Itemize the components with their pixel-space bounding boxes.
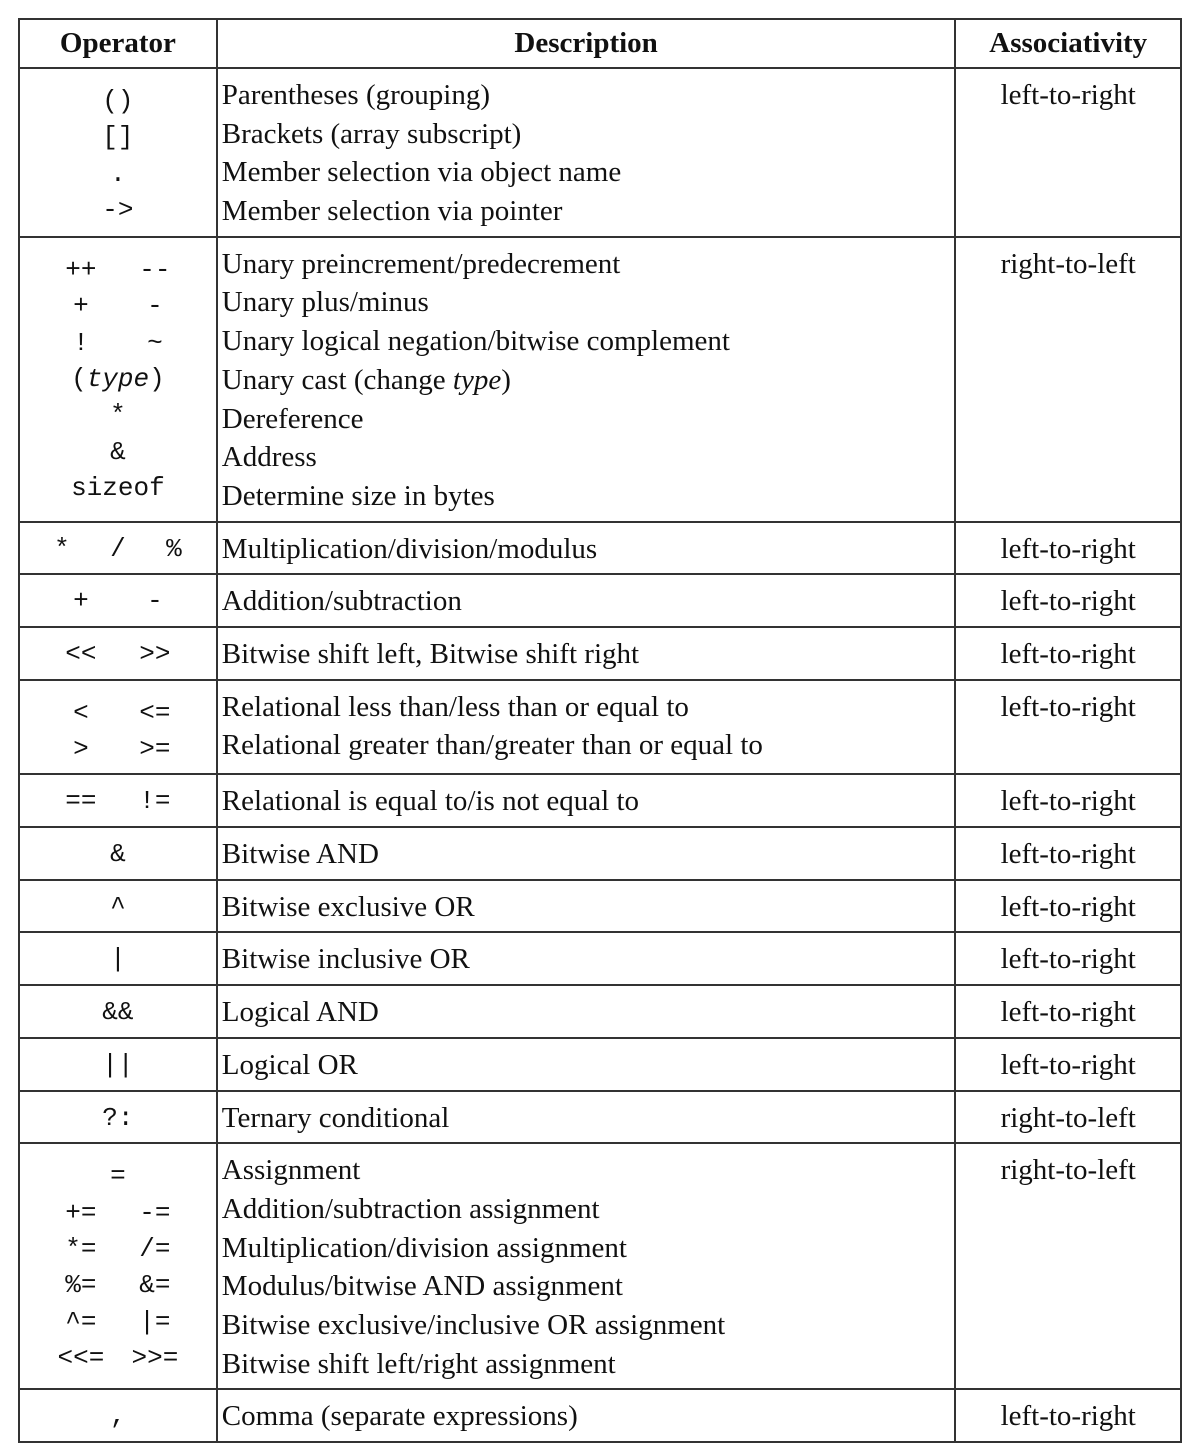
operator-cell [19, 574, 217, 627]
header-description: Description [217, 19, 956, 68]
operator-symbol: , [110, 1401, 126, 1432]
associativity-value: left-to-right [1000, 785, 1136, 818]
associativity-value: left-to-right [1000, 690, 1136, 723]
operator-group [94, 397, 142, 433]
operator-precedence-table [18, 18, 1182, 1443]
operator-cell [19, 68, 217, 237]
operator-symbol: && [102, 997, 134, 1028]
operator-group [44, 635, 192, 674]
operator-group [44, 325, 192, 361]
associativity-cell [955, 827, 1181, 880]
description-cell [217, 574, 956, 627]
header-operator: Operator [19, 19, 217, 68]
operator-group [94, 1046, 142, 1085]
description-line: Multiplication/division assignment [221, 1231, 627, 1264]
header-associativity: Associativity [955, 19, 1181, 68]
operator-line [20, 1231, 216, 1267]
operator-group [44, 582, 192, 621]
table-row [19, 1091, 1181, 1144]
description-cell [217, 68, 956, 237]
operator-line [20, 1195, 216, 1231]
associativity-cell [955, 627, 1181, 680]
operator-group [44, 1231, 192, 1267]
associativity-cell [955, 1389, 1181, 1442]
operator-symbol: || [102, 1049, 134, 1080]
operator-cell [19, 827, 217, 880]
operator-line [20, 119, 216, 155]
operator-line [20, 470, 216, 506]
operator-cell [19, 237, 217, 522]
operator-line [20, 1046, 216, 1085]
associativity-value: left-to-right [1000, 838, 1136, 871]
description-line: Multiplication/division/modulus [221, 532, 598, 565]
table-row [19, 627, 1181, 680]
operator-symbol: + [73, 291, 89, 322]
operator-line [20, 252, 216, 288]
table-row [19, 880, 1181, 933]
description-line: Assignment [221, 1154, 361, 1187]
description-line: Relational greater than/greater than or equal to [221, 729, 763, 762]
operator-line [20, 1267, 216, 1303]
operator-symbol: ~ [147, 327, 163, 358]
operator-cell [19, 1091, 217, 1144]
associativity-cell [955, 237, 1181, 522]
associativity-value: left-to-right [1000, 996, 1136, 1029]
associativity-value: left-to-right [1000, 79, 1136, 111]
operator-symbol: >> [139, 638, 171, 669]
description-cell [217, 1091, 956, 1144]
description-line: Logical AND [221, 996, 379, 1029]
description-line: Comma (separate expressions) [221, 1400, 578, 1433]
operator-group [44, 288, 192, 324]
operator-group [94, 1099, 142, 1138]
operator-symbol: = [110, 1161, 126, 1192]
operator-symbol: &= [139, 1270, 171, 1301]
operator-symbol: < [73, 697, 89, 728]
description-cell [217, 1038, 956, 1091]
description-line: Modulus/bitwise AND assignment [221, 1270, 623, 1303]
operator-group [94, 993, 142, 1032]
operator-symbol: == [65, 786, 97, 817]
operator-line [20, 940, 216, 979]
operator-cell [19, 880, 217, 933]
table-row [19, 1038, 1181, 1091]
associativity-value: right-to-left [1000, 1154, 1136, 1187]
description-line: Bitwise shift left/right assignment [221, 1347, 616, 1380]
operator-group [94, 835, 142, 874]
operator-symbol: & [110, 839, 126, 870]
description-line: Brackets (array subscript) [221, 117, 522, 150]
operator-line [20, 835, 216, 874]
operator-symbol: / [110, 533, 126, 564]
operator-line [20, 635, 216, 674]
operator-group [94, 1158, 142, 1194]
operator-symbol: () [102, 86, 134, 116]
description-cell [217, 827, 956, 880]
description-cell [217, 237, 956, 522]
operator-symbol: % [166, 533, 182, 564]
description-line: Unary cast (change type) [221, 363, 511, 396]
description-line: Unary preincrement/predecrement [221, 247, 621, 280]
description-line: Addition/subtraction [221, 585, 462, 618]
operator-symbol: - [147, 586, 163, 617]
description-line: Address [221, 441, 317, 474]
operator-symbol: -= [139, 1197, 171, 1228]
operator-cell [19, 522, 217, 575]
associativity-cell [955, 1143, 1181, 1389]
associativity-value: left-to-right [1000, 890, 1136, 923]
operator-symbol: (type) [71, 363, 165, 394]
operator-line [20, 530, 216, 569]
operator-line [20, 156, 216, 192]
operator-symbol: | [110, 944, 126, 975]
operator-group [94, 888, 142, 927]
operator-symbol: ^ [110, 891, 126, 922]
description-line: Bitwise exclusive OR [221, 890, 475, 923]
associativity-cell [955, 985, 1181, 1038]
description-line: Dereference [221, 402, 364, 435]
operator-cell [19, 627, 217, 680]
operator-line [20, 993, 216, 1032]
operator-group [44, 1304, 192, 1340]
associativity-cell [955, 774, 1181, 827]
description-cell [217, 522, 956, 575]
operator-group [44, 1267, 192, 1303]
operator-symbol: - [147, 291, 163, 322]
description-line: Addition/subtraction assignment [221, 1192, 600, 1225]
header-row [19, 19, 1181, 68]
associativity-value: left-to-right [1000, 532, 1136, 565]
operator-cell [19, 1038, 217, 1091]
description-cell [217, 774, 956, 827]
operator-line [20, 782, 216, 821]
table-row [19, 68, 1181, 237]
associativity-value: left-to-right [1000, 1048, 1136, 1081]
table-row [19, 1143, 1181, 1389]
associativity-value: left-to-right [1000, 943, 1136, 976]
associativity-value: right-to-left [1000, 1101, 1136, 1134]
operator-symbol: > [73, 734, 89, 765]
description-cell [217, 680, 956, 775]
description-line: Unary logical negation/bitwise complement [221, 325, 730, 358]
description-line: Bitwise exclusive/inclusive OR assignment [221, 1308, 726, 1341]
operator-line [20, 397, 216, 433]
operator-symbol: & [110, 436, 126, 467]
description-line: Unary plus/minus [221, 286, 429, 319]
operator-line [20, 731, 216, 767]
table-body [19, 68, 1181, 1442]
description-line: Member selection via pointer [221, 195, 563, 228]
operator-group [94, 1397, 142, 1436]
table-row [19, 774, 1181, 827]
description-line: Bitwise inclusive OR [221, 943, 470, 976]
operator-symbol: * [54, 533, 70, 564]
description-cell [217, 932, 956, 985]
associativity-cell [955, 1038, 1181, 1091]
associativity-cell [955, 680, 1181, 775]
associativity-value: left-to-right [1000, 637, 1136, 670]
operator-symbol: >= [139, 734, 171, 765]
description-line: Member selection via object name [221, 156, 622, 189]
operator-symbol: + [73, 586, 89, 617]
description-line: Determine size in bytes [221, 479, 495, 512]
description-line: Bitwise shift left, Bitwise shift right [221, 637, 640, 670]
operator-group [94, 434, 142, 470]
operator-symbol: *= [65, 1234, 97, 1264]
associativity-cell [955, 68, 1181, 237]
operator-line [20, 1397, 216, 1436]
operator-symbol: . [110, 158, 126, 189]
operator-symbol: |= [139, 1306, 171, 1337]
associativity-value: right-to-left [1000, 247, 1136, 280]
operator-line [20, 325, 216, 361]
operator-line [20, 695, 216, 731]
associativity-cell [955, 522, 1181, 575]
operator-line [20, 192, 216, 228]
operator-symbol: -- [139, 254, 171, 285]
operator-group [44, 695, 192, 731]
operator-group [44, 1340, 192, 1376]
operator-group [44, 1195, 192, 1231]
operator-line [20, 1304, 216, 1340]
operator-line [20, 83, 216, 119]
description-cell [217, 1143, 956, 1389]
operator-cell [19, 1143, 217, 1389]
operator-group [44, 782, 192, 821]
description-line: Relational less than/less than or equal to [221, 690, 689, 723]
description-line: Ternary conditional [221, 1101, 450, 1134]
description-cell [217, 1389, 956, 1442]
operator-group [44, 252, 192, 288]
description-line: Bitwise AND [221, 838, 379, 871]
operator-line [20, 288, 216, 324]
operator-group [94, 192, 142, 228]
operator-symbol: <<= [57, 1343, 105, 1374]
operator-group [94, 83, 142, 119]
operator-line [20, 1158, 216, 1194]
operator-group [34, 530, 202, 569]
operator-symbol: ?: [102, 1102, 134, 1133]
operator-line [20, 888, 216, 927]
operator-line [20, 1099, 216, 1138]
table-row [19, 932, 1181, 985]
operator-line [20, 1340, 216, 1376]
table-row [19, 680, 1181, 775]
operator-group [71, 361, 165, 397]
description-cell [217, 985, 956, 1038]
associativity-cell [955, 574, 1181, 627]
operator-line [20, 434, 216, 470]
table-row [19, 522, 1181, 575]
description-line: Relational is equal to/is not equal to [221, 785, 639, 818]
operator-group [44, 731, 192, 767]
operator-symbol: [] [102, 122, 134, 153]
operator-cell [19, 932, 217, 985]
table-row [19, 827, 1181, 880]
associativity-cell [955, 880, 1181, 933]
operator-line [20, 361, 216, 397]
associativity-cell [955, 1091, 1181, 1144]
operator-cell [19, 985, 217, 1038]
associativity-value: left-to-right [1000, 585, 1136, 618]
operator-symbol: ! [73, 327, 89, 358]
operator-symbol: -> [102, 195, 134, 226]
operator-group [71, 470, 165, 506]
operator-symbol: += [65, 1197, 97, 1228]
table-row [19, 574, 1181, 627]
operator-symbol: * [110, 400, 126, 431]
operator-symbol: != [139, 786, 171, 817]
table-row [19, 1389, 1181, 1442]
operator-cell [19, 774, 217, 827]
operator-symbol: sizeof [71, 473, 165, 504]
operator-group [94, 940, 142, 979]
operator-symbol: << [65, 638, 97, 669]
operator-symbol: >>= [131, 1343, 179, 1374]
operator-symbol: ++ [65, 254, 97, 285]
table-row [19, 237, 1181, 522]
operator-group [94, 119, 142, 155]
description-line: Parentheses (grouping) [221, 79, 490, 111]
associativity-cell [955, 932, 1181, 985]
operator-group [94, 156, 142, 192]
operator-cell [19, 680, 217, 775]
associativity-value: left-to-right [1000, 1400, 1136, 1433]
operator-symbol: /= [139, 1234, 171, 1264]
operator-symbol: <= [139, 697, 171, 728]
operator-symbol: %= [65, 1270, 97, 1301]
operator-symbol: ^= [65, 1306, 97, 1337]
description-cell [217, 627, 956, 680]
operator-cell [19, 1389, 217, 1442]
description-line: Logical OR [221, 1048, 358, 1081]
description-cell [217, 880, 956, 933]
operator-line [20, 582, 216, 621]
table-row [19, 985, 1181, 1038]
